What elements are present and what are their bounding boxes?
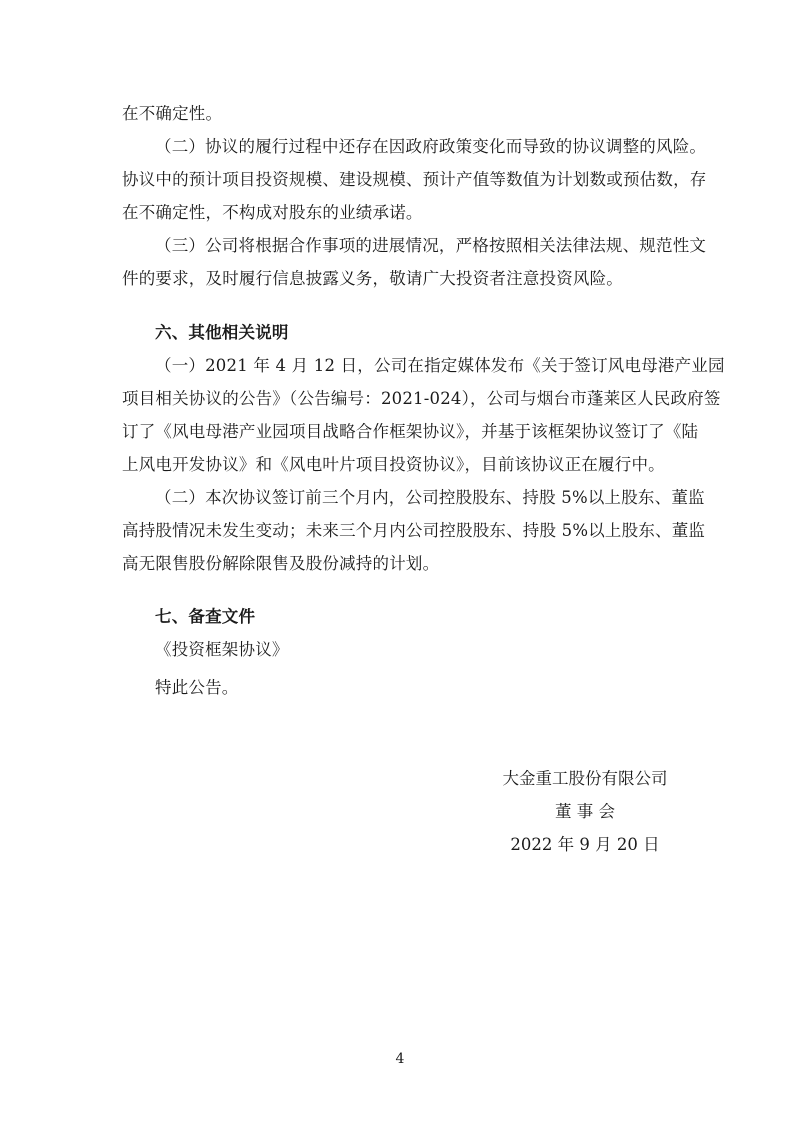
- signature-board: 董 事 会: [555, 802, 615, 821]
- paragraph-line: 件的要求，及时履行信息披露义务，敬请广大投资者注意投资风险。: [122, 269, 623, 288]
- paragraph-line: （一）2021 年 4 月 12 日，公司在指定媒体发布《关于签订风电母港产业园: [155, 356, 725, 375]
- paragraph-line: （二）本次协议签订前三个月内，公司控股股东、持股 5%以上股东、董监: [155, 488, 705, 507]
- paragraph-line: 高持股情况未发生变动；未来三个月内公司控股股东、持股 5%以上股东、董监: [122, 521, 706, 540]
- signature-date: 2022 年 9 月 20 日: [510, 835, 660, 854]
- paragraph-line: 项目相关协议的公告》（公告编号：2021-024），公司与烟台市蓬莱区人民政府签: [122, 389, 721, 408]
- reference-document: 《投资框架协议》: [155, 640, 289, 659]
- section-heading: 六、其他相关说明: [155, 323, 289, 342]
- page-number: 4: [395, 1051, 405, 1067]
- paragraph-line: 高无限售股份解除限售及股份减持的计划。: [122, 554, 440, 573]
- paragraph-line: （二）协议的履行过程中还存在因政府政策变化而导致的协议调整的风险。: [155, 137, 707, 156]
- paragraph-line: 在不确定性。: [122, 104, 223, 123]
- signature-company: 大金重工股份有限公司: [502, 769, 668, 788]
- closing-statement: 特此公告。: [155, 678, 239, 697]
- paragraph-line: 订了《风电母港产业园项目战略合作框架协议》，并基于该框架协议签订了《陆: [122, 422, 699, 441]
- paragraph-line: 在不确定性，不构成对股东的业绩承诺。: [122, 203, 423, 222]
- paragraph-line: 上风电开发协议》和《风电叶片项目投资协议》，目前该协议正在履行中。: [122, 455, 665, 474]
- paragraph-line: 协议中的预计项目投资规模、建设规模、预计产值等数值为计划数或预估数，存: [122, 170, 707, 189]
- section-heading: 七、备查文件: [155, 607, 256, 626]
- paragraph-line: （三）公司将根据合作事项的进展情况，严格按照相关法律法规、规范性文: [155, 236, 707, 255]
